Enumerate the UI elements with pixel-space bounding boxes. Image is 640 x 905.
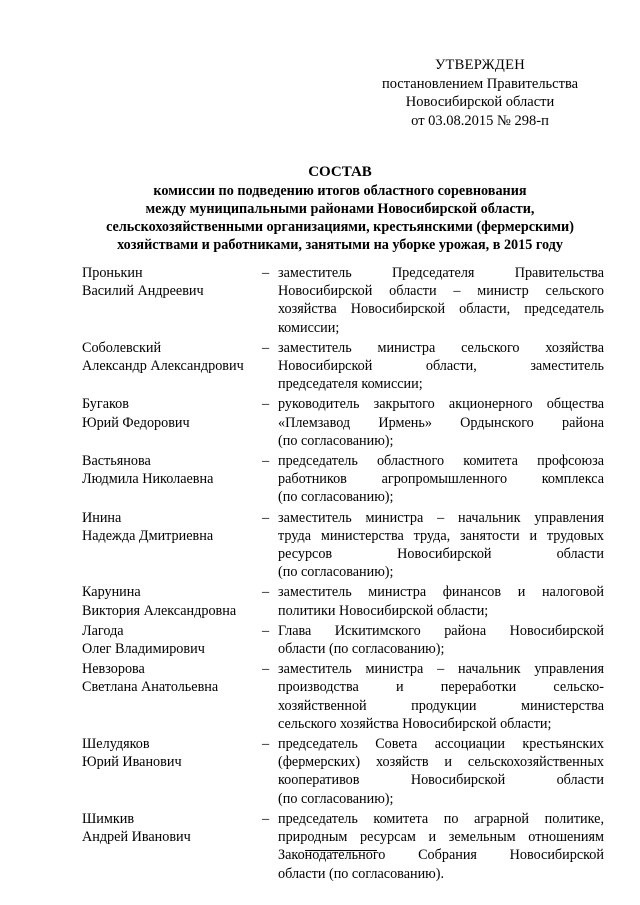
member-dash: – <box>262 736 270 753</box>
member-given-names: Александр Александрович <box>82 358 244 375</box>
member-dash: – <box>262 509 270 526</box>
member-role-line: кооперативов Новосибирской области <box>278 772 604 789</box>
member-role-line: производства и переработки сельско- <box>278 679 604 696</box>
member-surname: Карунина <box>82 584 141 601</box>
member-role <box>278 622 604 658</box>
title-line: сельскохозяйственными организациями, крестьянскими (фермерскими) <box>106 219 574 235</box>
member-given-names: Людмила Николаевна <box>82 471 214 488</box>
member-dash: – <box>262 339 270 356</box>
title-head: СОСТАВ <box>308 164 372 180</box>
member-surname: Инина <box>82 509 122 526</box>
member-row <box>82 735 604 808</box>
member-role <box>278 583 604 619</box>
member-role <box>278 810 604 883</box>
member-role <box>278 395 604 450</box>
member-role <box>278 452 604 507</box>
member-surname: Вастьянова <box>82 453 151 470</box>
member-role-line: председатель комитета по аграрной политике, <box>278 810 604 827</box>
member-role-line: хозяйства Новосибирской области, председатель <box>278 301 604 318</box>
member-given-names: Юрий Федорович <box>82 414 190 431</box>
member-given-names: Виктория Александровна <box>82 602 237 619</box>
member-name <box>82 622 262 658</box>
member-role-line: заместитель министра – начальник управления <box>278 661 604 678</box>
end-rule <box>305 850 377 851</box>
member-role-line: труда министерства труда, занятости и трудовых <box>278 527 604 544</box>
member-role-line: (по согласованию); <box>278 790 394 807</box>
member-surname: Соболевский <box>82 339 162 356</box>
member-name <box>82 264 262 337</box>
member-role-line: области (по согласованию); <box>278 641 445 658</box>
member-role <box>278 735 604 808</box>
member-role-line: хозяйственной продукции министерства <box>278 697 604 714</box>
member-role-line: Глава Искитимского района Новосибирской <box>278 622 604 639</box>
document-title <box>64 163 616 254</box>
member-given-names: Светлана Анатольевна <box>82 679 219 696</box>
member-surname: Пронькин <box>82 265 143 281</box>
member-role-line: комиссии; <box>278 319 340 336</box>
member-role-line: Законодательного Собрания Новосибирской <box>278 847 604 864</box>
approval-line-3: от 03.08.2015 № 298-п <box>411 112 549 129</box>
member-row <box>82 395 604 450</box>
member-role-line: (по согласованию); <box>278 564 394 581</box>
member-dash: – <box>262 265 270 281</box>
member-surname: Бугаков <box>82 396 129 413</box>
member-name <box>82 660 262 733</box>
member-role <box>278 660 604 733</box>
title-line: хозяйствами и работниками, занятыми на уборке урожая, в 2015 году <box>117 237 563 253</box>
member-role-line: (по согласованию); <box>278 432 394 449</box>
member-row <box>82 622 604 658</box>
member-role-line: Новосибирской области – министр сельского <box>278 283 604 300</box>
member-role-line: заместитель министра сельского хозяйства <box>278 339 604 356</box>
member-role-line: заместитель министра – начальник управления <box>278 509 604 526</box>
member-role-line: председатель Совета ассоциации крестьянских <box>278 736 604 753</box>
member-name <box>82 509 262 582</box>
member-row <box>82 660 604 733</box>
member-role-line: «Племзавод Ирмень» Ордынского района <box>278 414 604 431</box>
member-dash: – <box>262 661 270 678</box>
member-surname: Шелудяков <box>82 736 150 753</box>
member-role-line: политики Новосибирской области; <box>278 602 489 619</box>
member-row <box>82 509 604 582</box>
member-role-line: (фермерских) хозяйств и сельскохозяйственных <box>278 754 604 771</box>
member-role-line: работников агропромышленного комплекса <box>278 471 604 488</box>
member-surname: Шимкив <box>82 810 135 827</box>
member-role-line: заместитель министра финансов и налоговой <box>278 584 604 601</box>
approval-line-2: Новосибирской области <box>405 94 555 110</box>
member-role-line: руководитель закрытого акционерного общества <box>278 396 604 413</box>
member-name <box>82 735 262 808</box>
member-role-line: председатель областного комитета профсоюза <box>278 453 604 470</box>
member-row <box>82 339 604 394</box>
member-role-line: председателя комиссии; <box>278 376 423 393</box>
member-name <box>82 810 262 883</box>
member-role-line: ресурсов Новосибирской области <box>278 546 604 563</box>
member-surname: Невзорова <box>82 661 145 678</box>
title-line: комиссии по подведению итогов областного соревнования <box>153 183 527 199</box>
member-role-line: (по согласованию); <box>278 489 394 506</box>
member-dash: – <box>262 396 270 413</box>
member-given-names: Надежда Дмитриевна <box>82 527 214 544</box>
member-role-line: Новосибирской области, заместитель <box>278 358 604 375</box>
member-role-line: сельского хозяйства Новосибирской области; <box>278 715 552 732</box>
member-name <box>82 395 262 450</box>
member-role <box>278 509 604 582</box>
member-given-names: Василий Андреевич <box>82 283 204 300</box>
approval-stamp <box>360 56 600 130</box>
member-role <box>278 264 604 337</box>
member-given-names: Андрей Иванович <box>82 829 191 846</box>
member-dash: – <box>262 584 270 601</box>
member-role-line: области (по согласованию). <box>278 865 445 882</box>
title-line: между муниципальными районами Новосибирской области, <box>145 201 535 217</box>
member-name <box>82 452 262 507</box>
member-given-names: Олег Владимирович <box>82 641 205 658</box>
member-name <box>82 583 262 619</box>
member-given-names: Юрий Иванович <box>82 754 182 771</box>
member-role-line: природным ресурсам и земельным отношениям <box>278 829 604 846</box>
member-row <box>82 452 604 507</box>
member-role <box>278 339 604 394</box>
member-row <box>82 264 604 337</box>
member-dash: – <box>262 453 270 470</box>
member-dash: – <box>262 622 270 639</box>
member-row <box>82 810 604 883</box>
member-row <box>82 583 604 619</box>
approval-line-1: постановлением Правительства <box>381 75 579 92</box>
member-dash: – <box>262 810 270 827</box>
member-name <box>82 339 262 394</box>
approval-heading: УТВЕРЖДЕН <box>434 57 526 73</box>
member-role-line: заместитель Председателя Правительства <box>278 265 604 281</box>
member-surname: Лагода <box>82 622 124 639</box>
member-list <box>82 264 604 885</box>
